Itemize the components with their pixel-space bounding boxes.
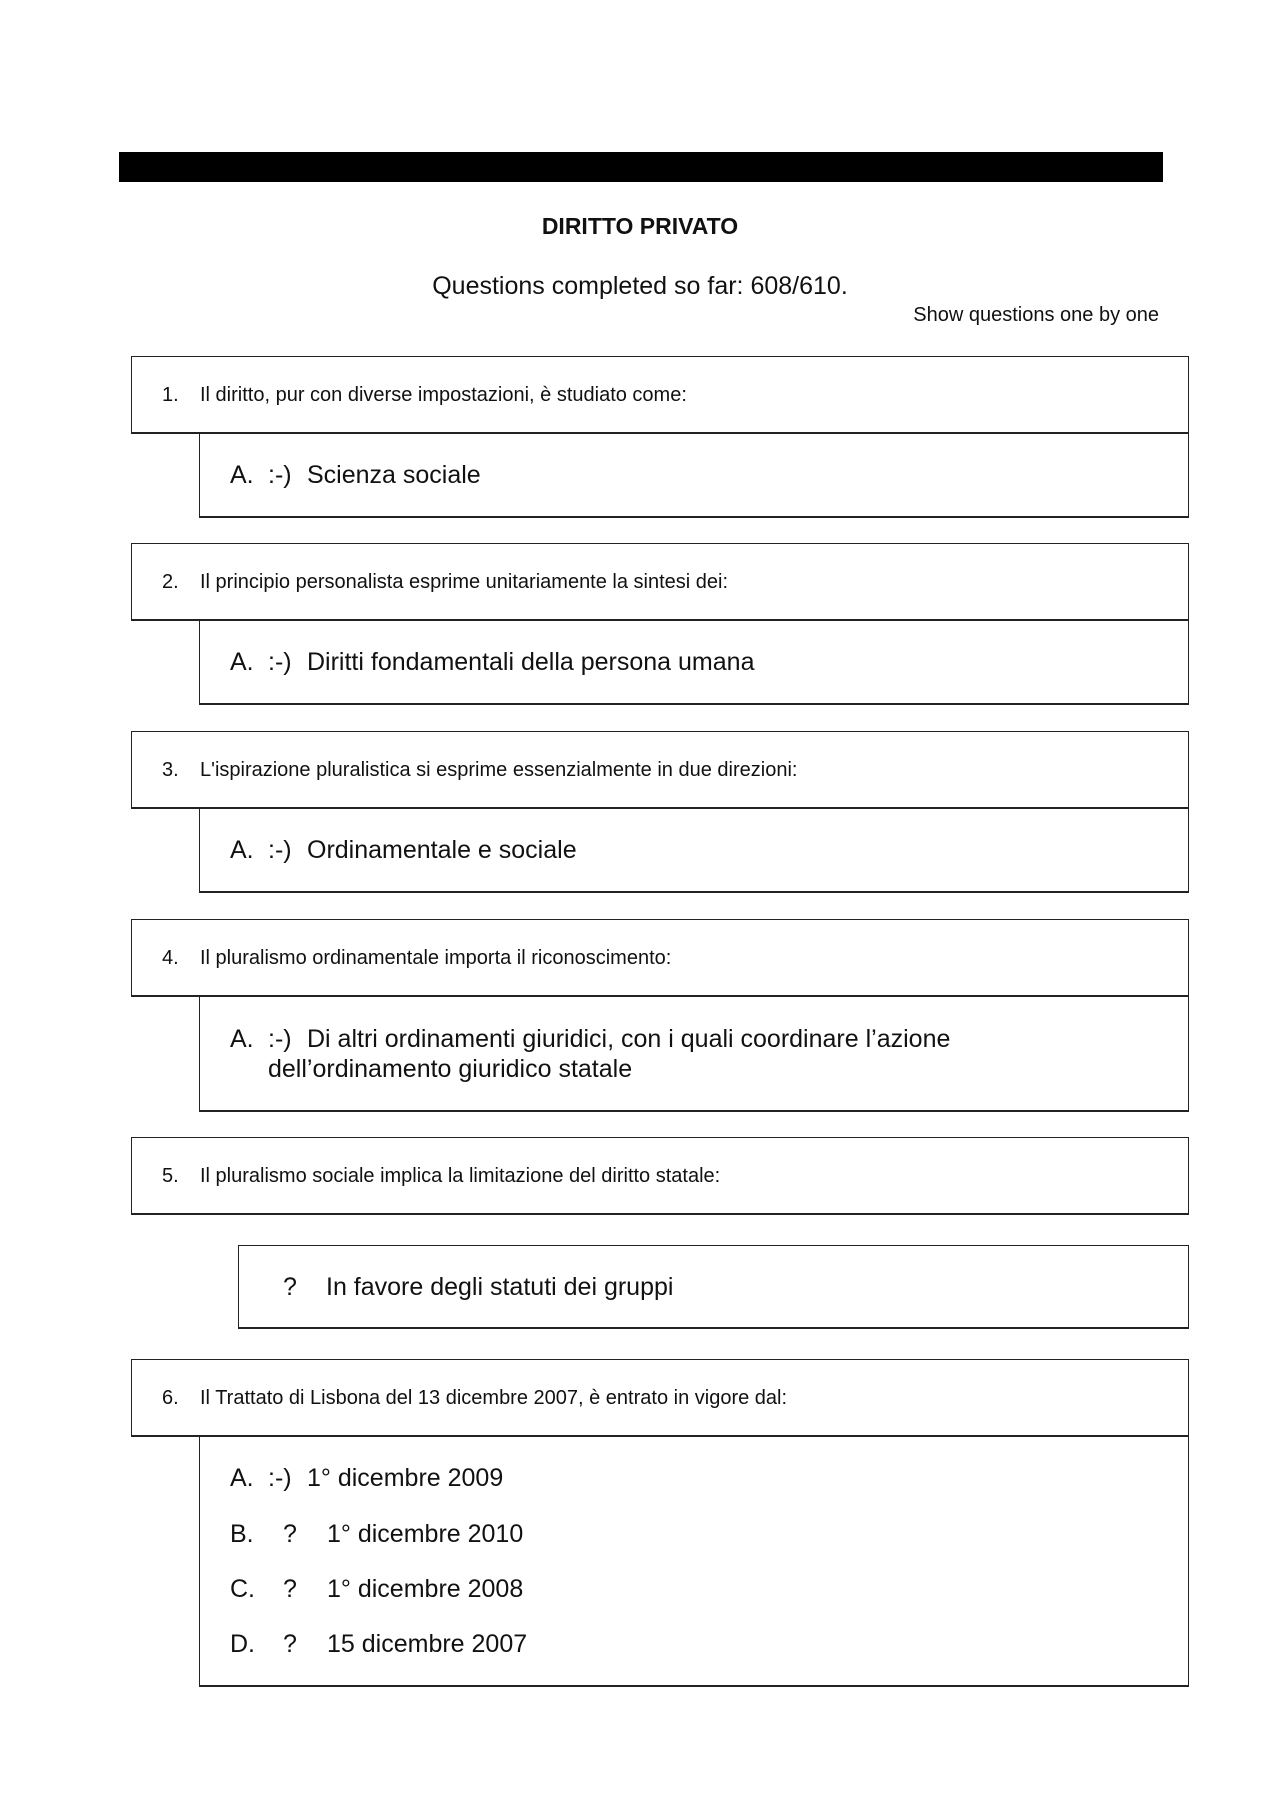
question-box bbox=[131, 1359, 1189, 1437]
answer-text: 15 dicembre 2007 bbox=[327, 1630, 528, 1658]
unknown-mark: ? bbox=[283, 1520, 297, 1548]
unknown-mark: ? bbox=[283, 1273, 297, 1301]
answer-text: Scienza sociale bbox=[307, 461, 481, 489]
question-number: 2. bbox=[162, 571, 179, 593]
answer-letter: B. bbox=[230, 1520, 254, 1548]
question-box bbox=[131, 543, 1189, 621]
top-bar bbox=[119, 152, 1163, 182]
question-text: Il pluralismo ordinamentale importa il riconoscimento: bbox=[200, 947, 672, 969]
answer-text: Ordinamentale e sociale bbox=[307, 836, 577, 864]
answer-box bbox=[199, 434, 1189, 518]
question-number: 3. bbox=[162, 759, 179, 781]
correct-mark: :-) bbox=[268, 1025, 292, 1053]
answer-letter: A. bbox=[230, 461, 254, 489]
answer-letter: A. bbox=[230, 1464, 254, 1492]
answer-box bbox=[199, 809, 1189, 893]
answer-letter: C. bbox=[230, 1575, 255, 1603]
question-number: 1. bbox=[162, 384, 179, 406]
show-questions-one-by-one-link[interactable]: Show questions one by one bbox=[913, 304, 1159, 326]
correct-mark: :-) bbox=[268, 836, 292, 864]
correct-mark: :-) bbox=[268, 648, 292, 676]
answer-box bbox=[199, 621, 1189, 705]
page-title: DIRITTO PRIVATO bbox=[541, 213, 739, 239]
progress-text: Questions completed so far: 608/610. bbox=[432, 272, 848, 300]
answer-box bbox=[199, 997, 1189, 1112]
question-box bbox=[131, 919, 1189, 997]
unknown-mark: ? bbox=[283, 1630, 297, 1658]
answer-letter: D. bbox=[230, 1630, 255, 1658]
question-number: 4. bbox=[162, 947, 179, 969]
unknown-mark: ? bbox=[283, 1575, 297, 1603]
question-number: 5. bbox=[162, 1165, 179, 1187]
answer-text: Diritti fondamentali della persona umana bbox=[307, 648, 755, 676]
answer-text: 1° dicembre 2008 bbox=[327, 1575, 524, 1603]
question-number: 6. bbox=[162, 1387, 179, 1409]
answer-text-continuation: dell’ordinamento giuridico statale bbox=[268, 1055, 633, 1083]
answer-letter: A. bbox=[230, 1025, 254, 1053]
answer-box bbox=[199, 1437, 1189, 1687]
question-box bbox=[131, 356, 1189, 434]
correct-mark: :-) bbox=[268, 461, 292, 489]
answer-box-unanswered bbox=[238, 1245, 1189, 1329]
question-text: Il diritto, pur con diverse impostazioni, è studiato come: bbox=[200, 384, 687, 406]
answer-text: Di altri ordinamenti giuridici, con i quali coordinare l’azione bbox=[307, 1025, 951, 1053]
question-text: Il Trattato di Lisbona del 13 dicembre 2007, è entrato in vigore dal: bbox=[200, 1387, 788, 1409]
question-text: Il pluralismo sociale implica la limitazione del diritto statale: bbox=[200, 1165, 721, 1187]
answer-text: In favore degli statuti dei gruppi bbox=[326, 1273, 674, 1301]
question-box bbox=[131, 1137, 1189, 1215]
correct-mark: :-) bbox=[268, 1464, 292, 1492]
answer-letter: A. bbox=[230, 836, 254, 864]
answer-letter: A. bbox=[230, 648, 254, 676]
answer-text: 1° dicembre 2009 bbox=[307, 1464, 504, 1492]
question-text: Il principio personalista esprime unitariamente la sintesi dei: bbox=[200, 571, 729, 593]
question-text: L'ispirazione pluralistica si esprime essenzialmente in due direzioni: bbox=[200, 759, 798, 781]
question-box bbox=[131, 731, 1189, 809]
answer-text: 1° dicembre 2010 bbox=[327, 1520, 524, 1548]
